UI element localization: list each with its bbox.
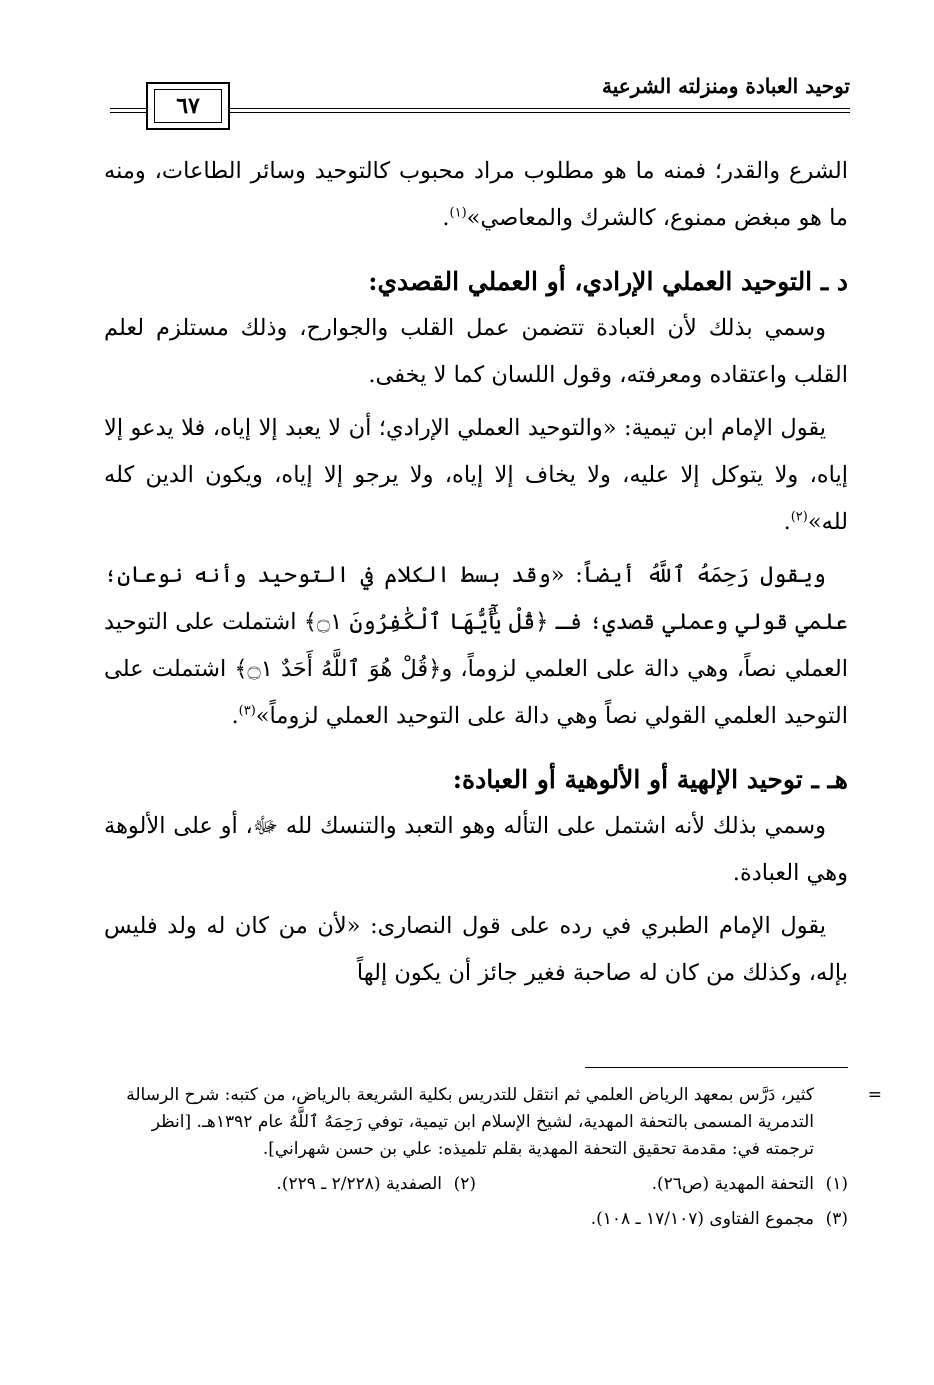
footnote-continued: =كثير، دَرَّس بمعهد الرياض العلمي ثم انتقل للتدريس بكلية الشريعة بالرياض، من كتبه: شرح الرسالة التدمرية المسمى بالتحفة المهدية، لشيخ الإسلام ابن تيمية، توفي رَحِمَهُ ٱللَّهُ عام ١٣٩٢هـ. [انظر ترجمته في: مقدمة تحقيق التحفة المهدية بقلم تلميذه: علي بن حسن شهراني]. (104, 1082, 848, 1163)
footnote-2: (٢)الصفدية (٢/٢٢٨ ـ ٢٢٩). (276, 1174, 476, 1194)
footnote-1: (١)التحفة المهدية (ص٢٦). (651, 1174, 848, 1194)
paragraph: يقول الإمام الطبري في رده على قول النصارى: «لأن من كان له ولد فليس بإله، وكذلك من كان له صاحبة فغير جائز أن يكون إلهاً (104, 913, 848, 986)
paragraph: ويقول رَحِمَهُ ٱللَّهُ أيضاً: «وقد بسط الكلام في التوحيد وأنه نوعان؛ علمي قولي وعملي قصدي؛ فـ ﴿قُلْ يَٰٓأَيُّهَا ٱلْكَٰفِرُونَ ۝١﴾ اشتملت على التوحيد العملي نصاً، وهي دالة على العلمي لزوماً، و﴿قُلْ هُوَ ٱللَّهُ أَحَدٌ ۝١﴾ اشتملت على التوحيد العلمي القولي نصاً وهي دالة على التوحيد العملي لزوماً»$^{(٣)}$. (104, 562, 848, 729)
footnote-row (104, 1171, 848, 1198)
section-heading-h: هـ ـ توحيد الإلهية أو الألوهية أو العبادة: (452, 765, 848, 794)
footnote-3: (٣)مجموع الفتاوى (١٧/١٠٧ ـ ١٠٨). (590, 1209, 848, 1229)
continuation-marker: = (867, 1085, 882, 1105)
footnotes (104, 1082, 882, 1233)
running-title: توحيد العبادة ومنزلته الشرعية (601, 74, 850, 98)
footnote-ref[interactable]: (٢) (790, 509, 808, 525)
paragraph: وسمي بذلك لأنه اشتمل على التأله وهو التعبد والتنسك لله ﷻ، أو على الألوهة وهي العبادة. (104, 813, 848, 886)
paragraph: يقول الإمام ابن تيمية: «والتوحيد العملي الإرادي؛ أن لا يعبد إلا إياه، فلا يدعو إلا إياه، ولا يتوكل إلا عليه، ولا يخاف إلا إياه، ولا يرجو إلا إياه، ويكون الدين كله لله»$^{(٢)}$. (104, 415, 848, 535)
page-header (110, 72, 850, 132)
header-rule (110, 108, 146, 109)
footnote-row (104, 1206, 848, 1233)
paragraph: الشرع والقدر؛ فمنه ما هو مطلوب مراد محبوب كالتوحيد وسائر الطاعات، ومنه ما هو مبغض ممنوع، كالشرك والمعاصي»$^{(١)}$. (104, 158, 848, 231)
footnote-separator (585, 1067, 848, 1068)
header-rule (230, 108, 850, 109)
main-text (104, 148, 848, 997)
page-number-box (146, 82, 230, 130)
header-rule (230, 112, 850, 113)
header-rule (110, 112, 146, 113)
page-number: ٦٧ (176, 93, 200, 119)
paragraph: وسمي بذلك لأن العبادة تتضمن عمل القلب والجوارح، وذلك مستلزم لعلم القلب واعتقاده ومعرفته، وقول اللسان كما لا يخفى. (104, 315, 848, 388)
footnote-ref[interactable]: (١) (449, 205, 467, 221)
section-heading-d: د ـ التوحيد العملي الإرادي، أو العملي القصدي: (368, 267, 848, 296)
footnote-ref[interactable]: (٣) (238, 703, 256, 719)
